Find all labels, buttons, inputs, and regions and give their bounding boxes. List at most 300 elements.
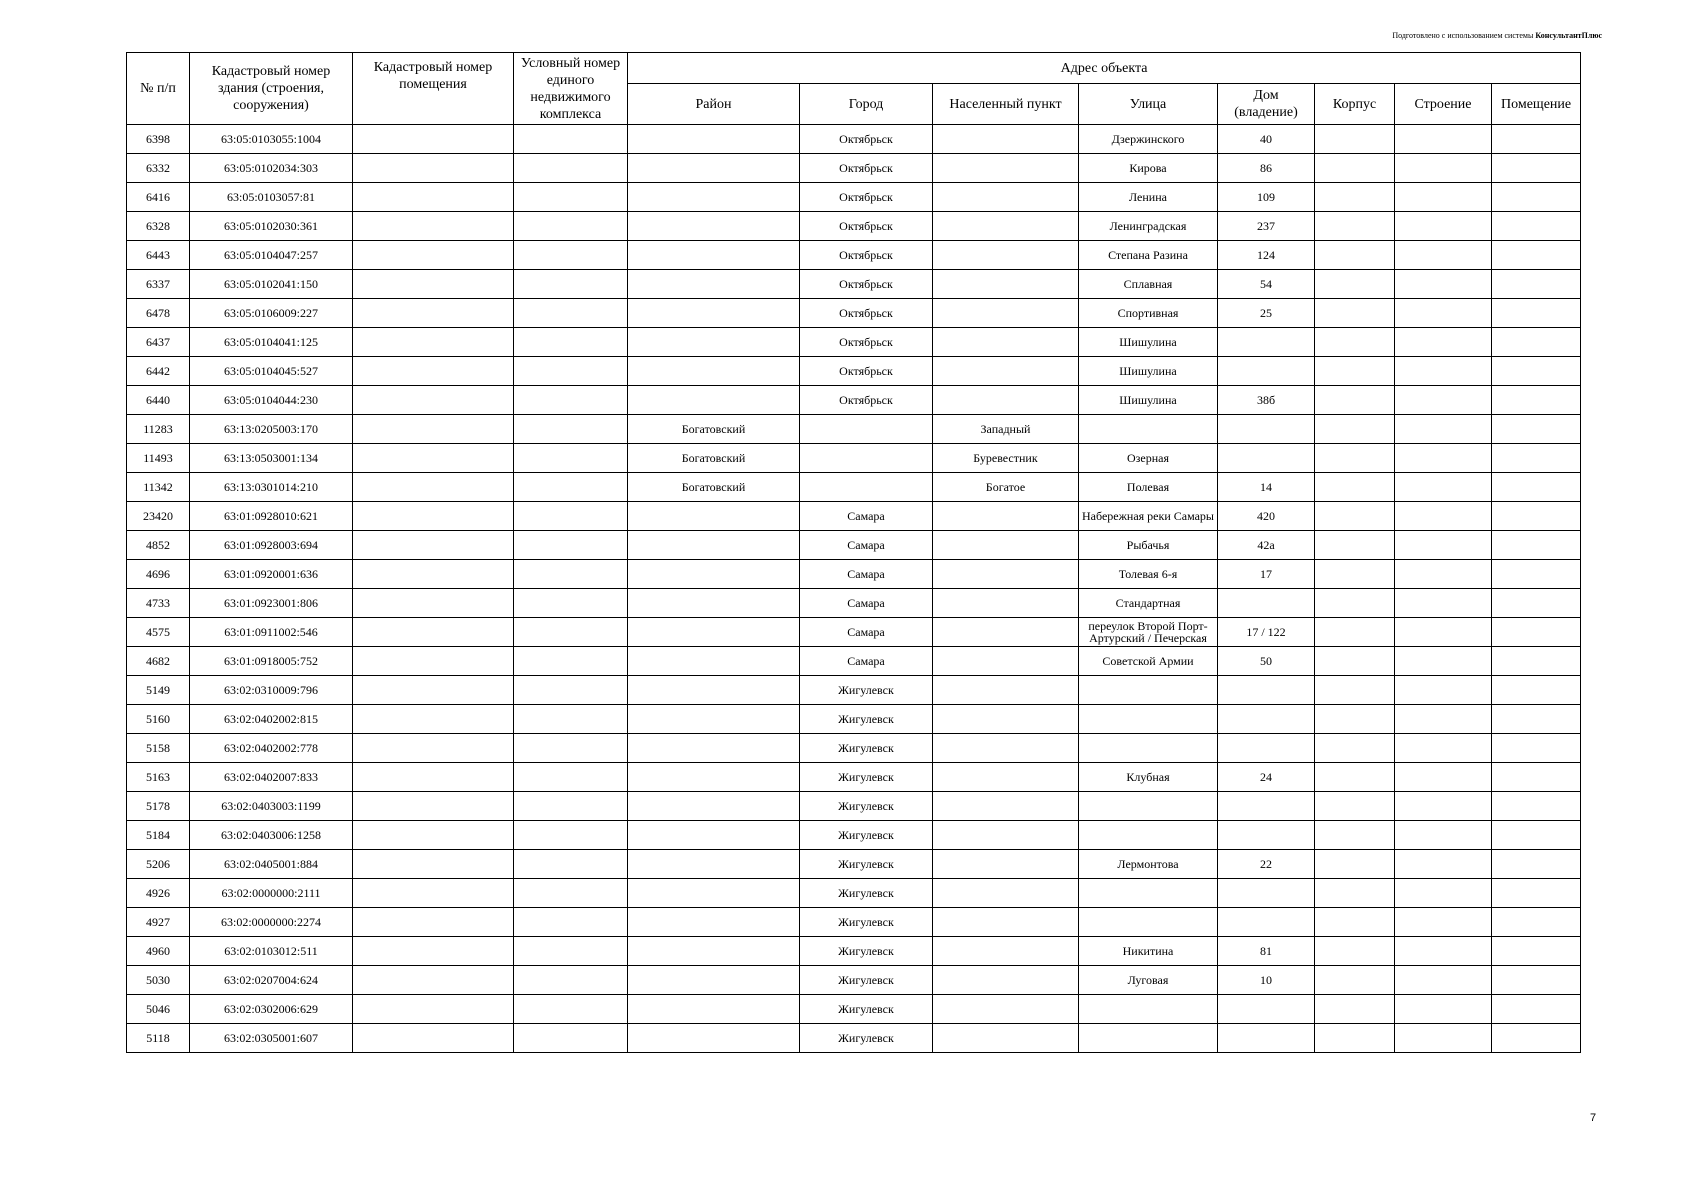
cell-district [628,183,800,212]
cell-building [1395,1024,1492,1053]
cell-premises-cadastral [353,328,514,357]
cell-korpus [1315,792,1395,821]
cell-complex-number [514,212,628,241]
cell-premises [1492,328,1581,357]
table-row [127,241,1581,270]
header-premises: Помещение [1492,84,1581,125]
cell-premises [1492,415,1581,444]
cell-street [1079,908,1218,937]
cell-city: Жигулевск [800,1024,933,1053]
cell-building [1395,531,1492,560]
cell-locality [933,966,1079,995]
cell-street: Полевая [1079,473,1218,502]
cell-building-cadastral: 63:05:0106009:227 [190,299,353,328]
brand-name: КонсультантПлюс [1535,31,1602,40]
cell-building [1395,415,1492,444]
cell-num: 11342 [127,473,190,502]
cell-locality [933,1024,1079,1053]
table-row [127,995,1581,1024]
cell-locality [933,676,1079,705]
cell-city: Жигулевск [800,792,933,821]
cell-premises-cadastral [353,125,514,154]
cell-building-cadastral: 63:02:0403003:1199 [190,792,353,821]
cell-premises [1492,821,1581,850]
cell-premises-cadastral [353,734,514,763]
page-number: 7 [1590,1112,1597,1124]
cell-district [628,937,800,966]
cell-building-cadastral: 63:02:0305001:607 [190,1024,353,1053]
cell-city: Самара [800,589,933,618]
cell-district: Богатовский [628,473,800,502]
cell-num: 4682 [127,647,190,676]
cell-locality: Богатое [933,473,1079,502]
cell-premises-cadastral [353,270,514,299]
table-row [127,357,1581,386]
cell-building-cadastral: 63:02:0000000:2274 [190,908,353,937]
cell-complex-number [514,676,628,705]
cell-premises-cadastral [353,908,514,937]
cell-city: Октябрьск [800,154,933,183]
cell-complex-number [514,125,628,154]
cell-locality [933,792,1079,821]
cell-premises [1492,850,1581,879]
cell-complex-number [514,386,628,415]
cell-premises-cadastral [353,647,514,676]
cell-district [628,1024,800,1053]
header-complex-number: Условный номер единого недвижимого комплекса [514,53,628,125]
cell-building-cadastral: 63:02:0402007:833 [190,763,353,792]
cell-building-cadastral: 63:01:0923001:806 [190,589,353,618]
cell-house [1218,444,1315,473]
cell-house [1218,589,1315,618]
cell-street [1079,1024,1218,1053]
cell-complex-number [514,763,628,792]
cell-complex-number [514,357,628,386]
cell-house: 420 [1218,502,1315,531]
cell-premises [1492,995,1581,1024]
cell-house: 237 [1218,212,1315,241]
cell-building-cadastral: 63:02:0402002:778 [190,734,353,763]
cell-premises [1492,473,1581,502]
cell-building [1395,763,1492,792]
table-row [127,1024,1581,1053]
cell-building-cadastral: 63:05:0102030:361 [190,212,353,241]
cell-house [1218,792,1315,821]
table-row [127,966,1581,995]
cell-building [1395,299,1492,328]
cell-locality [933,270,1079,299]
cell-district [628,328,800,357]
cell-district [628,647,800,676]
table-row [127,734,1581,763]
cell-num: 5149 [127,676,190,705]
cell-premises-cadastral [353,676,514,705]
cell-num: 5178 [127,792,190,821]
cell-complex-number [514,241,628,270]
cell-city: Жигулевск [800,734,933,763]
header-building: Строение [1395,84,1492,125]
cell-locality [933,241,1079,270]
cell-complex-number [514,1024,628,1053]
cell-complex-number [514,792,628,821]
cell-house [1218,734,1315,763]
table-row [127,850,1581,879]
cell-city: Жигулевск [800,908,933,937]
cell-district [628,241,800,270]
cell-premises-cadastral [353,183,514,212]
cell-premises-cadastral [353,212,514,241]
cell-street: Степана Разина [1079,241,1218,270]
cell-korpus [1315,386,1395,415]
cell-district [628,734,800,763]
cell-korpus [1315,502,1395,531]
cell-street: Лермонтова [1079,850,1218,879]
cell-building-cadastral: 63:05:0104045:527 [190,357,353,386]
cell-city: Жигулевск [800,850,933,879]
table-row [127,589,1581,618]
cell-house: 17 / 122 [1218,618,1315,647]
cell-locality [933,647,1079,676]
cell-korpus [1315,415,1395,444]
cell-house [1218,415,1315,444]
cell-district [628,589,800,618]
table-row [127,125,1581,154]
cell-street [1079,995,1218,1024]
cell-street: Луговая [1079,966,1218,995]
cell-num: 4927 [127,908,190,937]
table-row [127,618,1581,647]
cell-city: Жигулевск [800,763,933,792]
cell-district [628,560,800,589]
cell-building [1395,125,1492,154]
cell-korpus [1315,444,1395,473]
cell-complex-number [514,444,628,473]
cell-street: Ленинградская [1079,212,1218,241]
cell-street: Клубная [1079,763,1218,792]
cell-korpus [1315,589,1395,618]
cell-building-cadastral: 63:05:0104047:257 [190,241,353,270]
cell-num: 5206 [127,850,190,879]
cell-building [1395,676,1492,705]
cell-street: Рыбачья [1079,531,1218,560]
cell-complex-number [514,908,628,937]
table-row [127,270,1581,299]
cell-premises [1492,241,1581,270]
cell-premises [1492,502,1581,531]
cell-korpus [1315,850,1395,879]
cell-korpus [1315,357,1395,386]
cell-building [1395,821,1492,850]
cell-premises-cadastral [353,589,514,618]
cell-city: Жигулевск [800,821,933,850]
cell-street [1079,821,1218,850]
table-row [127,212,1581,241]
cell-city [800,473,933,502]
cell-korpus [1315,879,1395,908]
cell-korpus [1315,270,1395,299]
cell-district [628,154,800,183]
cell-num: 5163 [127,763,190,792]
cell-district: Богатовский [628,415,800,444]
cell-premises [1492,937,1581,966]
cell-district [628,502,800,531]
cell-num: 5030 [127,966,190,995]
table-row [127,676,1581,705]
cell-street: переулок Второй Порт-Артурский / Печерская [1079,618,1218,647]
cell-num: 5160 [127,705,190,734]
cell-building [1395,647,1492,676]
cell-house: 81 [1218,937,1315,966]
cell-district [628,763,800,792]
cell-district [628,386,800,415]
table-row [127,560,1581,589]
cell-city: Жигулевск [800,966,933,995]
cell-premises [1492,386,1581,415]
cell-house: 50 [1218,647,1315,676]
cell-building [1395,560,1492,589]
cell-house: 10 [1218,966,1315,995]
table-row [127,821,1581,850]
cell-complex-number [514,850,628,879]
cell-premises-cadastral [353,937,514,966]
cell-locality [933,821,1079,850]
cell-district [628,531,800,560]
cell-korpus [1315,995,1395,1024]
cell-city: Октябрьск [800,183,933,212]
cell-complex-number [514,734,628,763]
cell-korpus [1315,966,1395,995]
cell-num: 4960 [127,937,190,966]
cell-locality [933,763,1079,792]
cell-building-cadastral: 63:01:0920001:636 [190,560,353,589]
cell-house: 40 [1218,125,1315,154]
cell-korpus [1315,1024,1395,1053]
cell-premises [1492,183,1581,212]
cell-city: Жигулевск [800,937,933,966]
cell-complex-number [514,415,628,444]
table-row [127,647,1581,676]
cell-city: Жигулевск [800,705,933,734]
cell-city: Октябрьск [800,212,933,241]
cell-locality [933,908,1079,937]
cell-city: Самара [800,647,933,676]
cell-locality [933,502,1079,531]
cell-building [1395,154,1492,183]
cell-complex-number [514,995,628,1024]
cell-district [628,125,800,154]
cell-city: Самара [800,531,933,560]
cell-house [1218,705,1315,734]
cell-korpus [1315,154,1395,183]
cell-district [628,676,800,705]
cell-premises-cadastral [353,850,514,879]
table-row [127,328,1581,357]
cell-num: 6328 [127,212,190,241]
cell-street [1079,734,1218,763]
cell-korpus [1315,212,1395,241]
cell-korpus [1315,299,1395,328]
table-row [127,444,1581,473]
cell-korpus [1315,647,1395,676]
cell-building-cadastral: 63:05:0102034:303 [190,154,353,183]
cell-building [1395,792,1492,821]
cell-building [1395,241,1492,270]
cell-building [1395,618,1492,647]
cell-locality: Западный [933,415,1079,444]
cell-complex-number [514,589,628,618]
cell-house: 24 [1218,763,1315,792]
cell-premises [1492,154,1581,183]
cell-city: Октябрьск [800,386,933,415]
cell-building [1395,270,1492,299]
cell-city: Октябрьск [800,357,933,386]
cadastral-register-table [126,52,1581,1053]
cell-locality [933,328,1079,357]
table-row [127,763,1581,792]
cell-street: Шишулина [1079,386,1218,415]
table-row [127,386,1581,415]
cell-num: 6442 [127,357,190,386]
cell-num: 4575 [127,618,190,647]
cell-building [1395,850,1492,879]
cell-premises [1492,879,1581,908]
cell-num: 6478 [127,299,190,328]
cell-locality [933,357,1079,386]
cell-korpus [1315,676,1395,705]
cell-premises [1492,357,1581,386]
cell-complex-number [514,299,628,328]
table-row [127,937,1581,966]
cell-premises-cadastral [353,792,514,821]
cell-building-cadastral: 63:02:0405001:884 [190,850,353,879]
cell-complex-number [514,966,628,995]
cell-building-cadastral: 63:01:0918005:752 [190,647,353,676]
cell-locality [933,937,1079,966]
cell-city: Самара [800,560,933,589]
table-row [127,908,1581,937]
cell-building-cadastral: 63:13:0205003:170 [190,415,353,444]
cell-premises-cadastral [353,879,514,908]
cell-premises-cadastral [353,386,514,415]
cell-korpus [1315,125,1395,154]
cell-building [1395,705,1492,734]
cell-num: 5158 [127,734,190,763]
cell-city: Самара [800,502,933,531]
cell-district [628,212,800,241]
cell-city: Октябрьск [800,299,933,328]
cell-district [628,908,800,937]
cell-complex-number [514,705,628,734]
cell-building-cadastral: 63:13:0503001:134 [190,444,353,473]
cell-premises-cadastral [353,821,514,850]
cell-building [1395,589,1492,618]
cell-korpus [1315,183,1395,212]
cell-num: 4733 [127,589,190,618]
cell-premises [1492,734,1581,763]
cell-premises [1492,212,1581,241]
cell-city: Самара [800,618,933,647]
cell-num: 6440 [127,386,190,415]
cell-building-cadastral: 63:02:0103012:511 [190,937,353,966]
cell-building [1395,386,1492,415]
cell-house: 54 [1218,270,1315,299]
cell-korpus [1315,705,1395,734]
cell-street [1079,879,1218,908]
cell-korpus [1315,618,1395,647]
cell-city: Октябрьск [800,125,933,154]
table-row [127,531,1581,560]
cell-city: Жигулевск [800,676,933,705]
cell-street: Спортивная [1079,299,1218,328]
cell-premises [1492,589,1581,618]
cell-premises-cadastral [353,444,514,473]
cell-locality [933,560,1079,589]
cell-complex-number [514,531,628,560]
cell-premises-cadastral [353,357,514,386]
cell-street: Ленина [1079,183,1218,212]
cell-premises-cadastral [353,241,514,270]
cell-premises-cadastral [353,154,514,183]
cell-korpus [1315,560,1395,589]
cell-premises [1492,270,1581,299]
cell-house: 17 [1218,560,1315,589]
cell-complex-number [514,879,628,908]
cell-korpus [1315,937,1395,966]
cell-premises [1492,647,1581,676]
cell-house [1218,357,1315,386]
cell-num: 5046 [127,995,190,1024]
cell-num: 11283 [127,415,190,444]
cell-premises-cadastral [353,966,514,995]
cell-building [1395,995,1492,1024]
table-row [127,299,1581,328]
cell-building [1395,908,1492,937]
cell-building [1395,937,1492,966]
cell-num: 6443 [127,241,190,270]
cell-building-cadastral: 63:01:0911002:546 [190,618,353,647]
header-street: Улица [1079,84,1218,125]
cell-locality [933,386,1079,415]
cell-street: Озерная [1079,444,1218,473]
cell-premises [1492,444,1581,473]
cell-house [1218,879,1315,908]
table-row [127,183,1581,212]
cell-num: 6416 [127,183,190,212]
cell-locality [933,212,1079,241]
table-body [127,125,1581,1053]
cell-korpus [1315,821,1395,850]
cell-premises-cadastral [353,299,514,328]
cell-complex-number [514,647,628,676]
cell-house [1218,908,1315,937]
cell-building [1395,879,1492,908]
cell-num: 6332 [127,154,190,183]
header-city: Город [800,84,933,125]
cell-premises-cadastral [353,763,514,792]
cell-complex-number [514,821,628,850]
cell-num: 6337 [127,270,190,299]
cell-premises [1492,966,1581,995]
cell-korpus [1315,734,1395,763]
cell-city: Октябрьск [800,270,933,299]
cell-building-cadastral: 63:05:0103057:81 [190,183,353,212]
cell-house: 25 [1218,299,1315,328]
table-row [127,154,1581,183]
cell-premises-cadastral [353,415,514,444]
cell-house: 86 [1218,154,1315,183]
cell-premises-cadastral [353,560,514,589]
cell-complex-number [514,473,628,502]
